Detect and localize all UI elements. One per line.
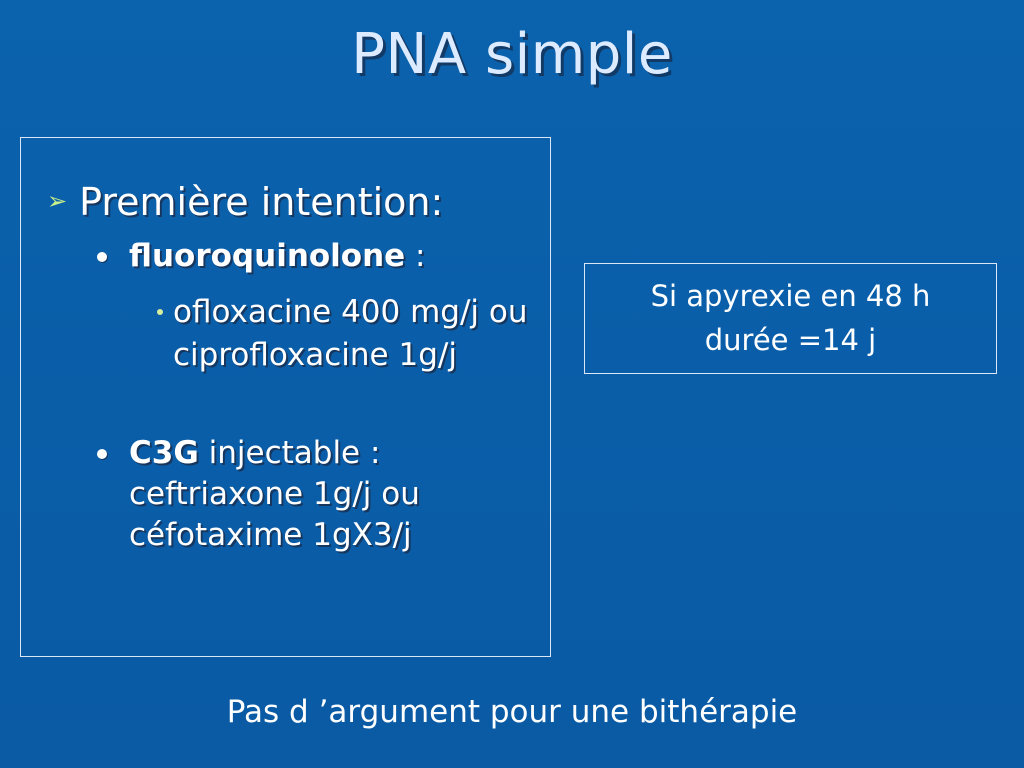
bullet-dot-icon (97, 252, 107, 262)
item-text (129, 236, 537, 277)
item-label: C3G (129, 435, 199, 471)
list-item-fluoroquinolone (97, 236, 537, 277)
duration-box (584, 263, 997, 374)
sub-item-text: ofloxacine 400 mg/j ou ciprofloxacine 1g/j (173, 294, 528, 373)
item-suffix: : (405, 238, 426, 274)
slide-title: PNA simple (351, 22, 673, 87)
item-body: injectable : ceftriaxone 1g/j ou céfotaxime 1gX3/j (129, 435, 420, 553)
heading-line (47, 180, 443, 224)
item-text (129, 433, 537, 556)
duration-line-1: Si apyrexie en 48 h (650, 279, 931, 313)
sub-list-item (149, 291, 544, 377)
bullet-dot-icon (97, 449, 107, 459)
arrow-bullet-icon: ➢ (47, 187, 68, 215)
duration-line-2: durée =14 j (704, 323, 877, 357)
heading-text: Première intention: (79, 180, 444, 224)
treatment-box (20, 137, 551, 657)
list-item-c3g (97, 433, 537, 556)
small-bullet-icon (157, 309, 163, 315)
item-label: fluoroquinolone (129, 238, 406, 274)
footer-note: Pas d ’argument pour une bithérapie (226, 694, 798, 730)
